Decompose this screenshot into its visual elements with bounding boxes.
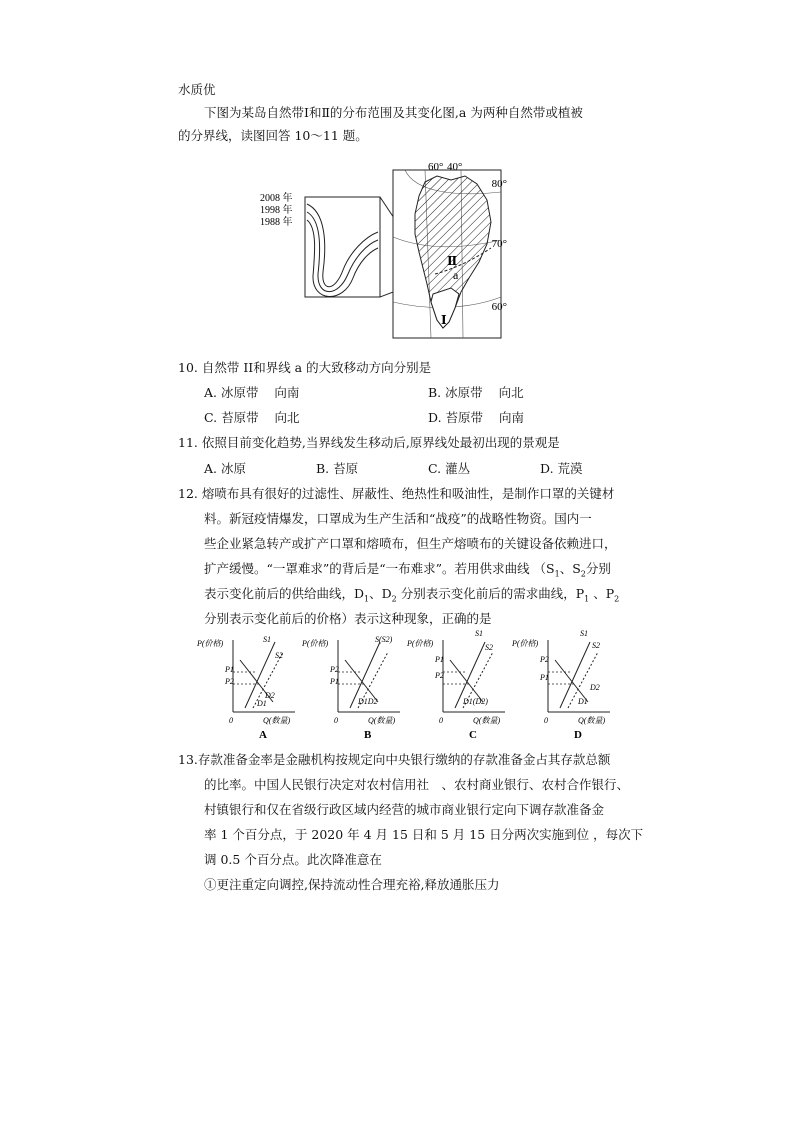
- year-label-1998: 1998 年: [260, 205, 293, 216]
- graph-a: [196, 635, 295, 741]
- lat-label-80: 80°: [491, 178, 507, 190]
- q12-line-3: 些企业紧急转产或扩产口罩和熔喷布，但生产熔喷布的关键设备依赖进口，: [204, 536, 617, 551]
- q13-option-1[interactable]: ①更注重定向调控,保持流动性合理充裕,释放通胀压力: [204, 877, 500, 892]
- q13-line-2: 的比率。中国人民银行决定对农村信用社 、农村商业银行、农村合作银行、: [204, 777, 630, 792]
- curve-label: P2: [330, 665, 339, 674]
- q12-line-6: 分别表示变化前后的价格）表示这种现象，正确的是: [204, 611, 492, 626]
- supply-demand-graphs: [195, 630, 625, 742]
- q11-option-d[interactable]: D. 荒漠: [540, 461, 583, 476]
- curve-label: S2: [592, 641, 600, 650]
- zone-label-one: Ⅰ: [441, 313, 447, 327]
- curve-label: S2: [485, 643, 493, 652]
- origin-label: 0: [439, 716, 443, 725]
- intro-line-1: 下图为某岛自然带Ⅰ和Ⅱ的分布范围及其变化图,a 为两种自然带或植被: [204, 105, 583, 120]
- demand-curve-1: [450, 660, 483, 702]
- q13-line-3: 村镇银行和仅在省级行政区域内经营的城市商业银行定向下调存款准备金: [204, 802, 605, 817]
- origin-label: 0: [544, 716, 548, 725]
- y-axis-label: P(价格): [407, 639, 434, 648]
- q10-option-a[interactable]: A. 冰原带 向南: [204, 385, 300, 400]
- x-axis-label: Q(数量): [473, 716, 501, 725]
- q13-line-1: 13.存款准备金率是金融机构按规定向中央银行缴纳的存款准备金占其存款总额: [178, 752, 611, 767]
- curve-label: D1(D2): [463, 697, 488, 706]
- q11-option-b[interactable]: B. 苔原: [316, 461, 359, 476]
- graph-d: [511, 630, 610, 741]
- graph-letter: D: [574, 729, 582, 741]
- q10-option-c[interactable]: C. 苔原带 向北: [204, 410, 300, 425]
- curve-label: P2: [435, 671, 444, 680]
- demand-curve-1: [555, 660, 588, 702]
- graph-letter: B: [364, 729, 372, 741]
- curve-label: P1: [435, 655, 444, 664]
- curve-label: S2: [275, 651, 283, 660]
- graph-letter: C: [469, 729, 477, 741]
- x-axis-label: Q(数量): [368, 716, 396, 725]
- curve-label: D1: [578, 697, 588, 706]
- boundary-label-a: a: [453, 268, 459, 282]
- year-label-2008: 2008 年: [260, 193, 293, 204]
- graph-letter: A: [259, 729, 267, 741]
- curve-label: P1: [540, 673, 549, 682]
- zone-label-two: Ⅱ: [447, 254, 458, 268]
- graph-c: [406, 630, 505, 741]
- q12-line-4: 扩产缓慢。“一罩难求”的背后是“一布难求”。若用供求曲线 （$S_1$、$S_2$分别: [204, 561, 611, 579]
- curve-label: P2: [225, 677, 234, 686]
- q11-stem: 11. 依照目前变化趋势,当界线发生移动后,原界线处最初出现的景观是: [178, 435, 560, 450]
- q12-line-2: 料。新冠疫情爆发，口罩成为生产生活和“战疫”的战略性物资。国内一: [204, 511, 592, 526]
- origin-label: 0: [229, 716, 233, 725]
- year-label-1988: 1988 年: [260, 217, 293, 228]
- lat-label-70: 70°: [491, 238, 507, 250]
- lat-label-60: 60°: [491, 301, 507, 313]
- curve-label: S1: [580, 630, 588, 638]
- header-text: 水质优: [178, 82, 216, 97]
- demand-curve-1: [345, 660, 378, 702]
- x-axis-label: Q(数量): [263, 716, 291, 725]
- curve-label: S1: [263, 635, 271, 644]
- q10-option-d[interactable]: D. 苔原带 向南: [428, 410, 524, 425]
- graph-b: [301, 635, 400, 741]
- q11-option-a[interactable]: A. 冰原: [204, 461, 246, 476]
- curve-label: S1: [475, 630, 483, 638]
- q10-option-b[interactable]: B. 冰原带 向北: [428, 385, 524, 400]
- curve-label: D2: [265, 691, 275, 700]
- y-axis-label: P(价格): [302, 639, 329, 648]
- intro-line-2: 的分界线，读图回答 10～11 题。: [178, 128, 368, 143]
- curve-label: D2: [590, 683, 600, 692]
- curve-label: D1: [257, 699, 267, 708]
- curve-label: P1: [330, 677, 339, 686]
- q13-line-5: 调 0.5 个百分点。此次降准意在: [204, 852, 382, 867]
- y-axis-label: P(价格): [512, 639, 539, 648]
- curve-label: D1D2: [358, 697, 378, 706]
- curve-label: P2: [540, 655, 549, 664]
- curve-label: S(S2): [375, 635, 393, 644]
- q12-line-5: 表示变化前后的供给曲线，$D_1$、$D_2$ 分别表示变化前后的需求曲线，$P_1$ 、$P_2$: [204, 586, 620, 604]
- q12-line-1: 12. 熔喷布具有很好的过滤性、屏蔽性、绝热性和吸油性，是制作口罩的关键材: [178, 486, 615, 501]
- q10-stem: 10. 自然带 II和界线 a 的大致移动方向分别是: [178, 360, 432, 375]
- lon-label-40: 40°: [447, 161, 463, 173]
- curve-label: P1: [225, 665, 234, 674]
- island-map-figure: [255, 152, 510, 342]
- x-axis-label: Q(数量): [578, 716, 606, 725]
- y-axis-label: P(价格): [197, 639, 224, 648]
- q13-line-4: 率 1 个百分点，于 2020 年 4 月 15 日和 5 月 15 日分两次实施到位 ，每次下: [204, 827, 644, 842]
- lon-label-60: 60°: [428, 161, 444, 173]
- q11-option-c[interactable]: C. 灌丛: [428, 461, 471, 476]
- origin-label: 0: [334, 716, 338, 725]
